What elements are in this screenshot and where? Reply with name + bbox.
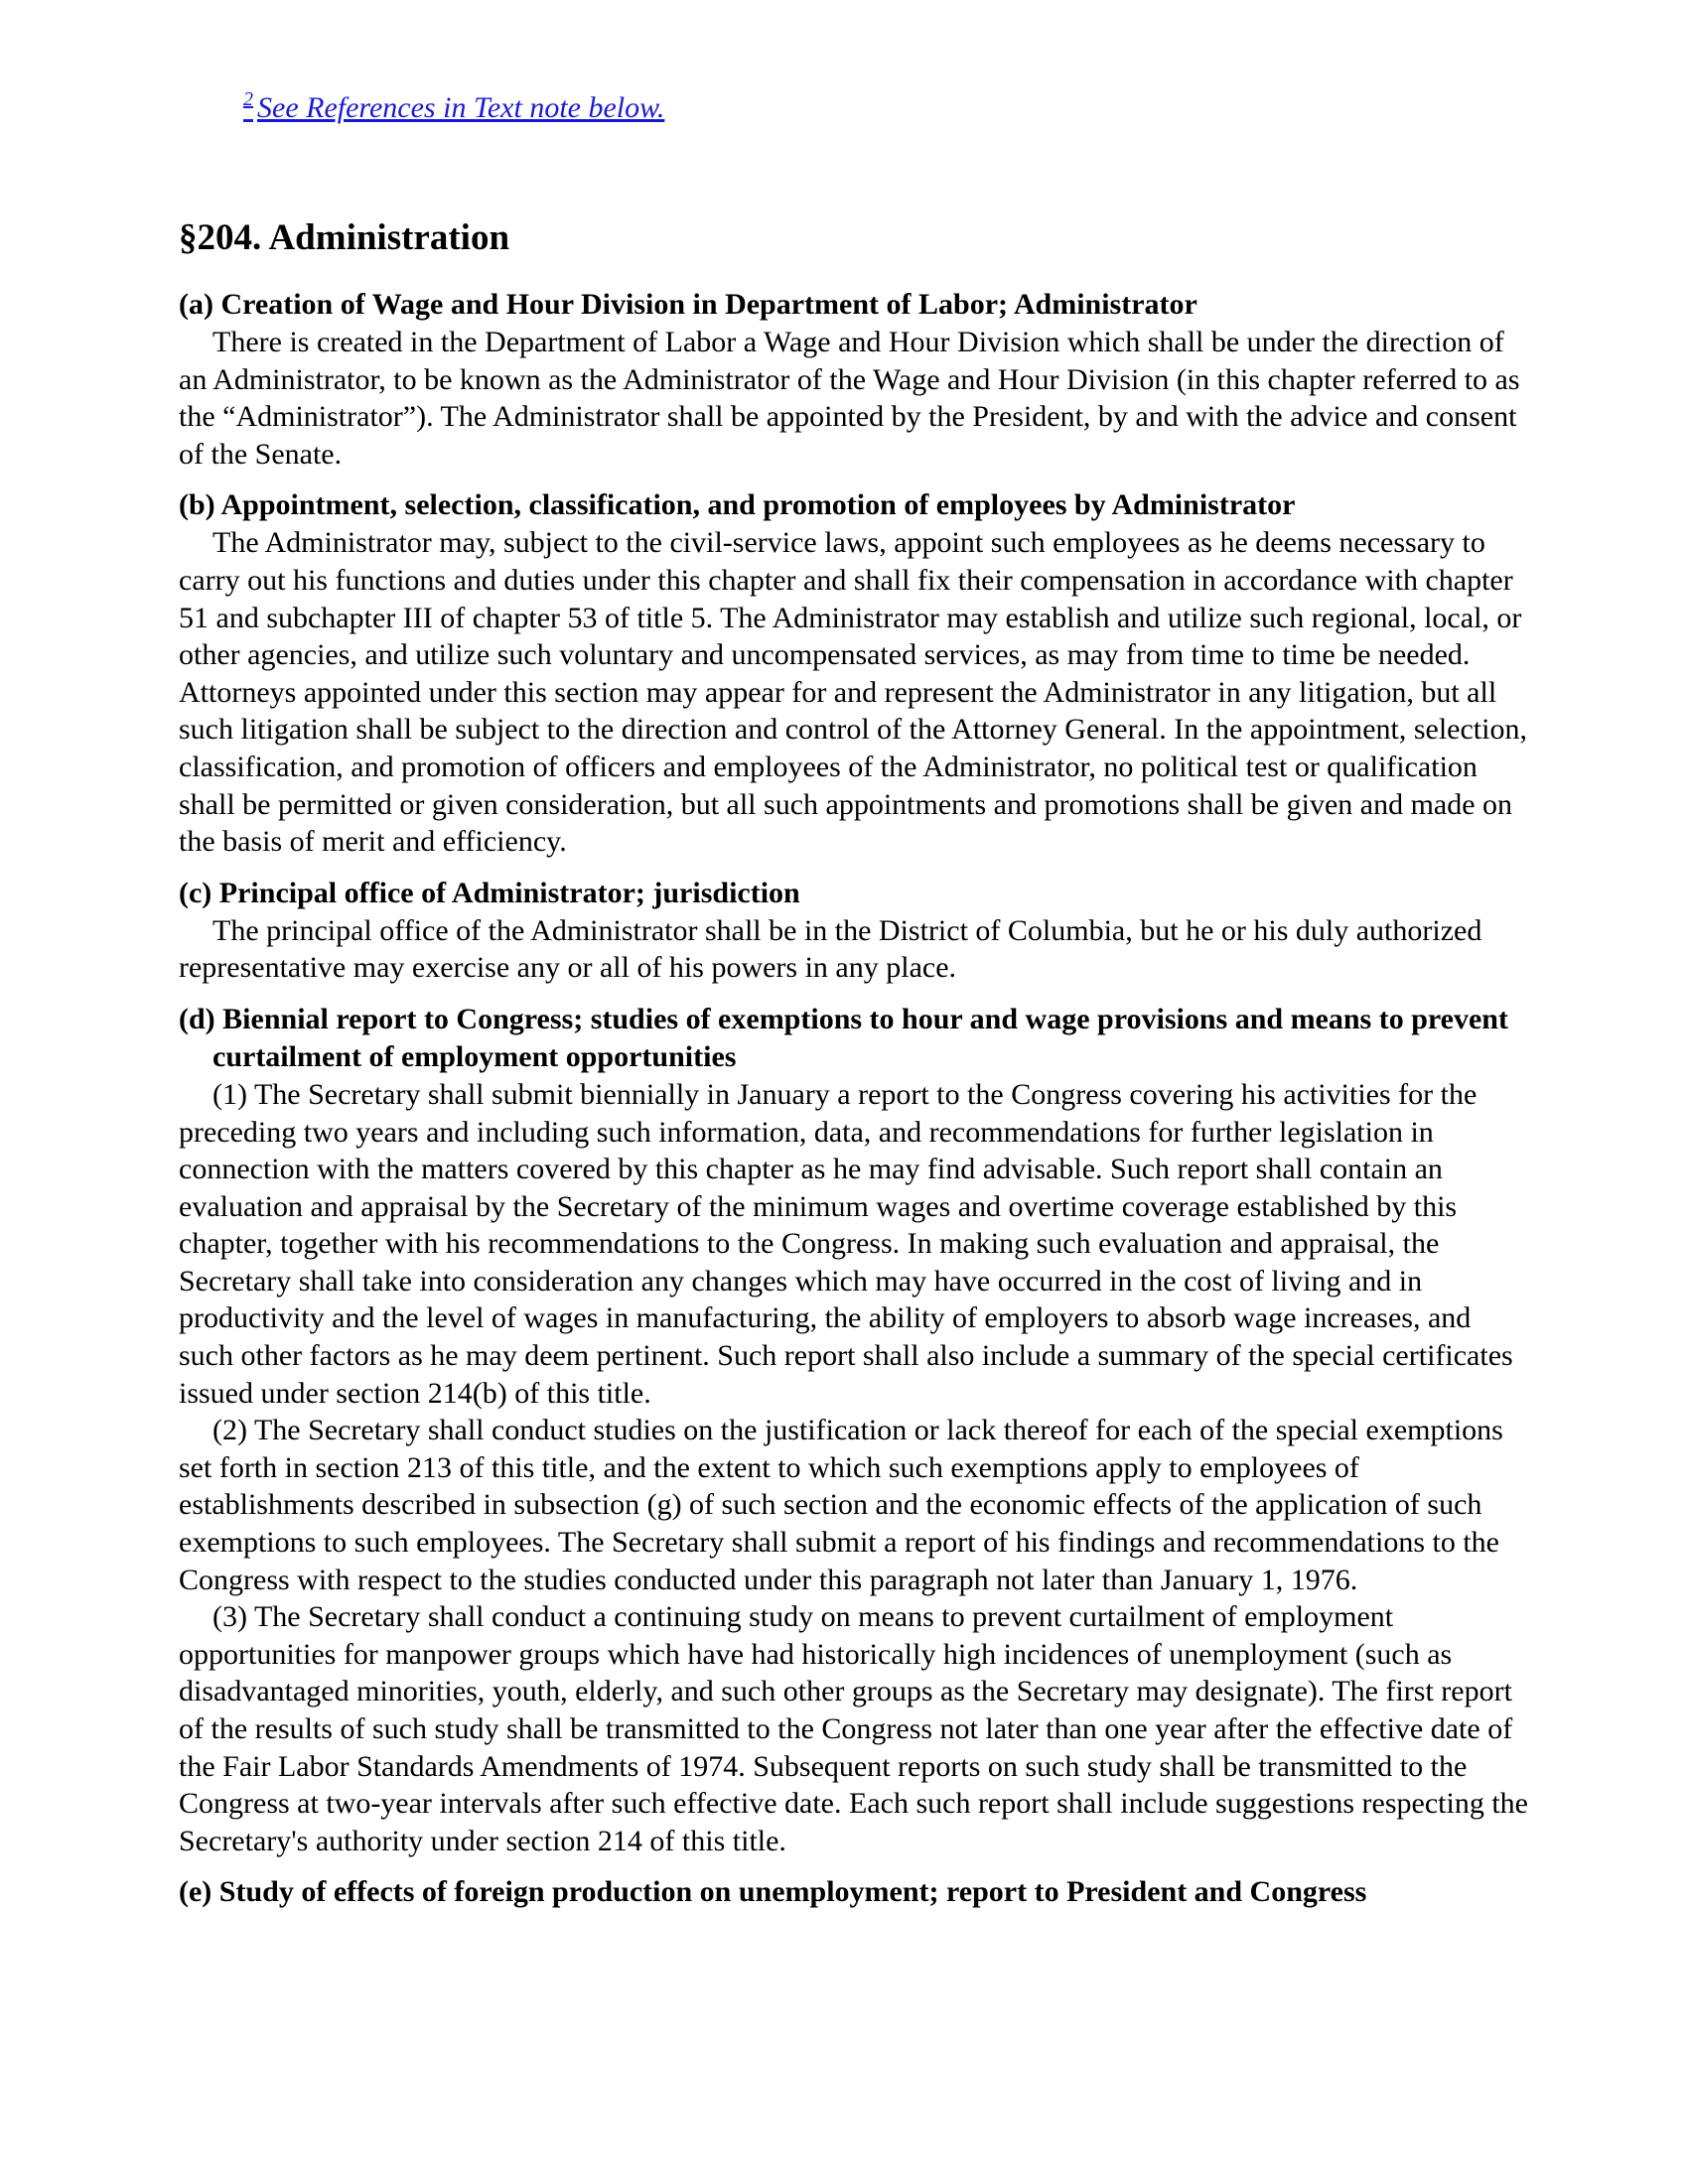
footnote-link[interactable] bbox=[243, 81, 664, 126]
subsection-heading: (b) Appointment, selection, classification, and promotion of employees by Administrator bbox=[179, 488, 1296, 522]
subsection-b bbox=[179, 486, 1529, 860]
subsection-paragraph: (1) The Secretary shall submit biennially in January a report to the Congress covering his activities for the preceding two years and including such information, data, and recommendations for further legislation in connection with the matters covered by this chapter as he may find advisable. Such report shall contain an evaluation and appraisal by the Secretary of the minimum wages and overtime coverage established by this chapter, together with his recommendations to the Congress. In making such evaluation and appraisal, the Secretary shall take into consideration any changes which may have occurred in the cost of living and in productivity and the level of wages in manufacturing, the ability of employers to absorb wage increases, and such other factors as he may deem pertinent. Such report shall also include a summary of the special certificates issued under section 214(b) of this title. bbox=[179, 1077, 1513, 1410]
footnote-text: See References in Text note below. bbox=[257, 91, 665, 124]
subsection-paragraph: (2) The Secretary shall conduct studies on the justification or lack thereof for each of the special exemptions set forth in section 213 of this title, and the extent to which such exemptions apply to employees of establishments described in subsection (g) of such section and the economic effects of the application of such exemptions to such employees. The Secretary shall submit a report of his findings and recommendations to the Congress with respect to the studies conducted under this paragraph not later than January 1, 1976. bbox=[179, 1414, 1503, 1596]
subsection-e bbox=[179, 1873, 1529, 1911]
subsection-c bbox=[179, 875, 1529, 987]
subsection-heading: (d) Biennial report to Congress; studies of exemptions to hour and wage provisions and means to prevent curtailment of employment opportunities bbox=[179, 1002, 1508, 1073]
section-content bbox=[179, 216, 1529, 1911]
subsection-paragraph: The Administrator may, subject to the civil-service laws, appoint such employees as he deems necessary to carry out his functions and duties under this chapter and shall fix their compensation in accordance with chapter 51 and subchapter III of chapter 53 of title 5. The Administrator may establish and utilize such regional, local, or other agencies, and utilize such voluntary and uncompensated services, as may from time to time be needed. Attorneys appointed under this section may appear for and represent the Administrator in any litigation, but all such litigation shall be subject to the direction and control of the Attorney General. In the appointment, selection, classification, and promotion of officers and employees of the Administrator, no political test or qualification shall be permitted or given consideration, but all such appointments and promotions shall be given and made on the basis of merit and efficiency. bbox=[179, 526, 1527, 859]
subsection-heading: (c) Principal office of Administrator; jurisdiction bbox=[179, 876, 800, 909]
subsection-heading: (e) Study of effects of foreign production on unemployment; report to President and Congress bbox=[179, 1875, 1367, 1909]
subsection-paragraph: (3) The Secretary shall conduct a continuing study on means to prevent curtailment of employment opportunities for manpower groups which have had historically high incidences of unemployment (such as disadvantaged minorities, youth, elderly, and such other groups as the Secretary may designate). The first report of the results of such study shall be transmitted to the Congress not later than one year after the effective date of the Fair Labor Standards Amendments of 1974. Subsequent reports on such study shall be transmitted to the Congress at two-year intervals after such effective date. Each such report shall include suggestions respecting the Secretary's authority under section 214 of this title. bbox=[179, 1600, 1528, 1857]
subsection-a bbox=[179, 286, 1529, 473]
subsection-paragraph: The principal office of the Administrator shall be in the District of Columbia, but he or his duly authorized representative may exercise any or all of his powers in any place. bbox=[179, 913, 1482, 985]
subsection-paragraph: There is created in the Department of Labor a Wage and Hour Division which shall be under the direction of an Administrator, to be known as the Administrator of the Wage and Hour Division (in this chapter referred to as the “Administrator”). The Administrator shall be appointed by the President, by and with the advice and consent of the Senate. bbox=[179, 326, 1520, 471]
footnote-number: 2 bbox=[243, 88, 253, 110]
section-title: §204. Administration bbox=[179, 217, 510, 258]
subsection-d bbox=[179, 1001, 1529, 1859]
footnote-anchor[interactable] bbox=[243, 88, 665, 124]
subsection-heading: (a) Creation of Wage and Hour Division in Department of Labor; Administrator bbox=[179, 288, 1197, 321]
